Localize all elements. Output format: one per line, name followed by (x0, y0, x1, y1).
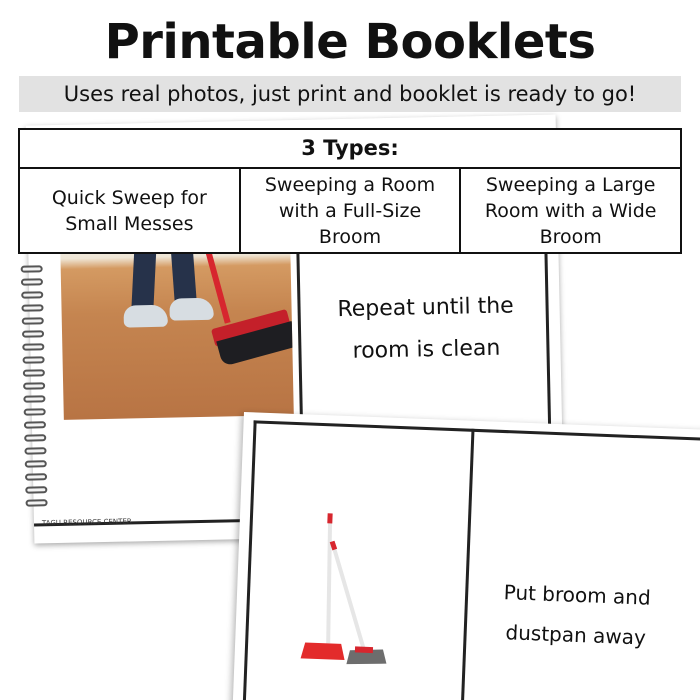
page-title: Printable Booklets (104, 14, 596, 70)
booklet-page-front (232, 412, 700, 700)
type-cell-quick-sweep: Quick Sweep for Small Messes (51, 186, 207, 235)
types-row (20, 169, 680, 252)
booklet-caption-back: Repeat until the room is clean (337, 293, 514, 364)
type-cell-wide-broom: Sweeping a Large Room with a Wide Broom (459, 169, 680, 252)
booklet-caption-front: Put broom and dustpan away (503, 580, 652, 650)
sweeping-photo (60, 240, 294, 420)
types-heading: 3 Types: (20, 130, 680, 169)
spiral-binding (21, 265, 50, 512)
publisher-footer: TAGU RESOURCE CENTER (41, 517, 132, 528)
booklet-types-table (18, 128, 682, 254)
type-cell-full-size-broom: Sweeping a Room with a Full-Size Broom (239, 169, 460, 252)
subtitle-banner: Uses real photos, just print and booklet is ready to go! (19, 76, 681, 112)
broom-dustpan-illustration (294, 500, 410, 674)
